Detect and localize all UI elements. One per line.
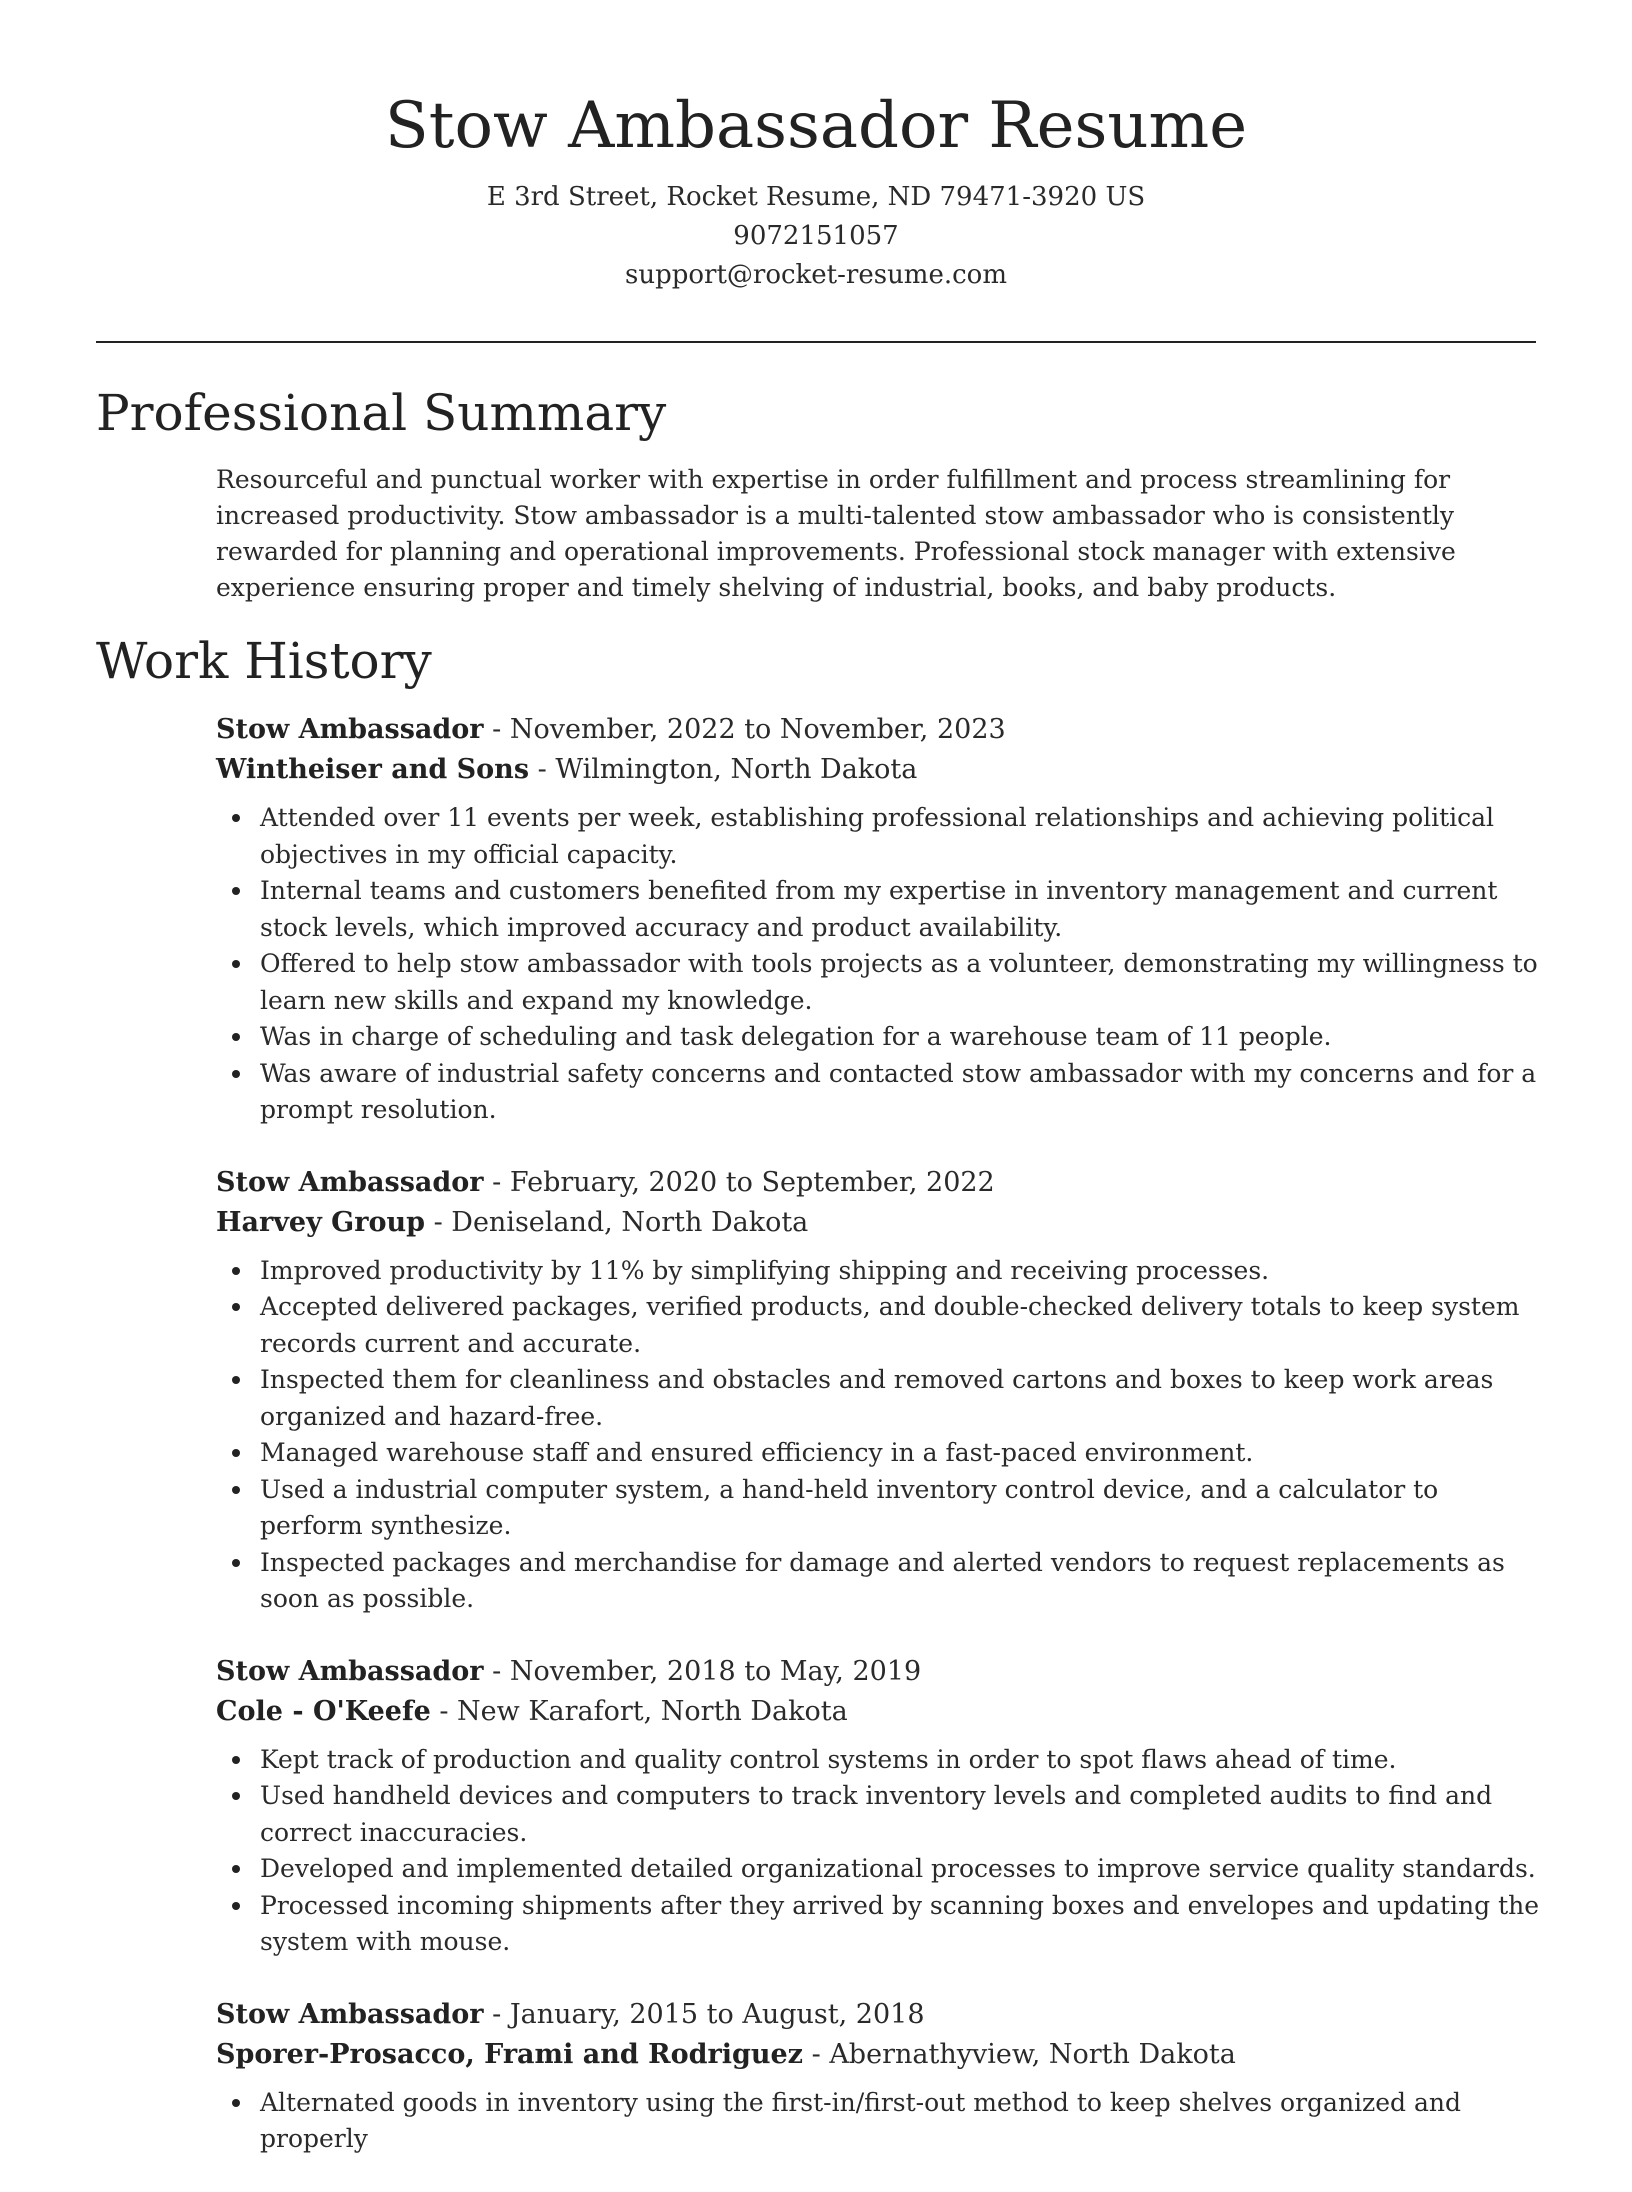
job-bullets xyxy=(216,2085,1546,2158)
job-bullet: Inspected packages and merchandise for damage and alerted vendors to request replacements as soon as possible. xyxy=(260,1545,1546,1618)
job-bullet: Was aware of industrial safety concerns and contacted stow ambassador with my concerns and for a prompt resolution. xyxy=(260,1056,1546,1129)
job-bullets xyxy=(216,1742,1546,1961)
job-location: Abernathyview, North Dakota xyxy=(829,2038,1236,2070)
job-bullet: Processed incoming shipments after they arrived by scanning boxes and envelopes and updating the system with mouse. xyxy=(260,1888,1546,1961)
job-company: Cole - O'Keefe xyxy=(216,1695,431,1727)
job-company-line: Sporer-Prosacco, Frami and Rodriguez - Abernathyview, North Dakota xyxy=(216,2038,1236,2070)
job-location: Wilmington, North Dakota xyxy=(555,754,918,785)
job-entry xyxy=(216,1995,1546,2158)
job-bullet: Attended over 11 events per week, establishing professional relationships and achieving political objectives in my official capacity. xyxy=(260,800,1546,873)
job-bullet: Alternated goods in inventory using the first-in/first-out method to keep shelves organized and properly xyxy=(260,2085,1546,2158)
job-bullet: Kept track of production and quality control systems in order to spot flaws ahead of time. xyxy=(260,1742,1546,1779)
job-title-line: Stow Ambassador - November, 2022 to November, 2023 xyxy=(216,714,1006,745)
job-company: Harvey Group xyxy=(216,1206,425,1238)
contact-address: E 3rd Street, Rocket Resume, ND 79471-3920 US xyxy=(486,182,1146,212)
job-company: Sporer-Prosacco, Frami and Rodriguez xyxy=(216,2038,804,2070)
work-history-heading: Work History xyxy=(96,632,432,690)
job-bullet: Managed warehouse staff and ensured efficiency in a fast-paced environment. xyxy=(260,1435,1546,1472)
job-title: Stow Ambassador xyxy=(216,714,484,745)
job-bullets xyxy=(216,800,1546,1129)
header-divider xyxy=(96,341,1536,343)
resume-title: Stow Ambassador Resume xyxy=(384,89,1248,163)
job-title: Stow Ambassador xyxy=(216,1655,484,1687)
job-title: Stow Ambassador xyxy=(216,1998,484,2030)
job-dates: February, 2020 to September, 2022 xyxy=(509,1166,995,1198)
job-company-line: Wintheiser and Sons - Wilmington, North Dakota xyxy=(216,754,918,785)
job-dates: November, 2022 to November, 2023 xyxy=(509,714,1006,745)
job-entry xyxy=(216,1652,1546,1961)
job-title-line: Stow Ambassador - January, 2015 to August, 2018 xyxy=(216,1998,925,2030)
job-dates: January, 2015 to August, 2018 xyxy=(509,1998,925,2030)
job-dates: November, 2018 to May, 2019 xyxy=(509,1655,922,1687)
job-bullet: Used handheld devices and computers to track inventory levels and completed audits to find and correct inaccuracies. xyxy=(260,1778,1546,1851)
job-location: New Karafort, North Dakota xyxy=(457,1695,848,1727)
job-bullet: Inspected them for cleanliness and obstacles and removed cartons and boxes to keep work areas organized and hazard-free. xyxy=(260,1362,1546,1435)
summary-heading: Professional Summary xyxy=(96,384,667,442)
job-title-line: Stow Ambassador - November, 2018 to May, 2019 xyxy=(216,1655,922,1687)
job-company: Wintheiser and Sons xyxy=(216,754,530,785)
summary-text: Resourceful and punctual worker with expertise in order fulfillment and process streamlining for increased productivity. Stow ambassador is a multi-talented stow ambassador who is consistently rewarded for planning and operational improvements. Professional stock manager with extensive experience ensuring proper and timely shelving of industrial, books, and baby products. xyxy=(216,465,1456,602)
contact-email: support@rocket-resume.com xyxy=(624,260,1007,290)
job-entry xyxy=(216,710,1546,1129)
job-title: Stow Ambassador xyxy=(216,1166,484,1198)
job-bullet: Accepted delivered packages, verified products, and double-checked delivery totals to keep system records current and accurate. xyxy=(260,1289,1546,1362)
resume-header xyxy=(0,0,1632,295)
job-bullet: Developed and implemented detailed organizational processes to improve service quality standards. xyxy=(260,1851,1546,1888)
work-history-list xyxy=(216,710,1546,2192)
job-bullet: Was in charge of scheduling and task delegation for a warehouse team of 11 people. xyxy=(260,1019,1546,1056)
job-bullet: Internal teams and customers benefited from my expertise in inventory management and current stock levels, which improved accuracy and product availability. xyxy=(260,873,1546,946)
job-bullets xyxy=(216,1253,1546,1618)
contact-info xyxy=(0,178,1632,295)
job-bullet: Offered to help stow ambassador with tools projects as a volunteer, demonstrating my willingness to learn new skills and expand my knowledge. xyxy=(260,946,1546,1019)
job-bullet: Improved productivity by 11% by simplifying shipping and receiving processes. xyxy=(260,1253,1546,1290)
job-bullet: Used a industrial computer system, a hand-held inventory control device, and a calculator to perform synthesize. xyxy=(260,1472,1546,1545)
job-company-line: Cole - O'Keefe - New Karafort, North Dakota xyxy=(216,1695,848,1727)
job-entry xyxy=(216,1163,1546,1618)
job-title-line: Stow Ambassador - February, 2020 to September, 2022 xyxy=(216,1166,995,1198)
job-location: Deniseland, North Dakota xyxy=(451,1206,809,1238)
job-company-line: Harvey Group - Deniseland, North Dakota xyxy=(216,1206,809,1238)
contact-phone: 9072151057 xyxy=(733,221,899,251)
